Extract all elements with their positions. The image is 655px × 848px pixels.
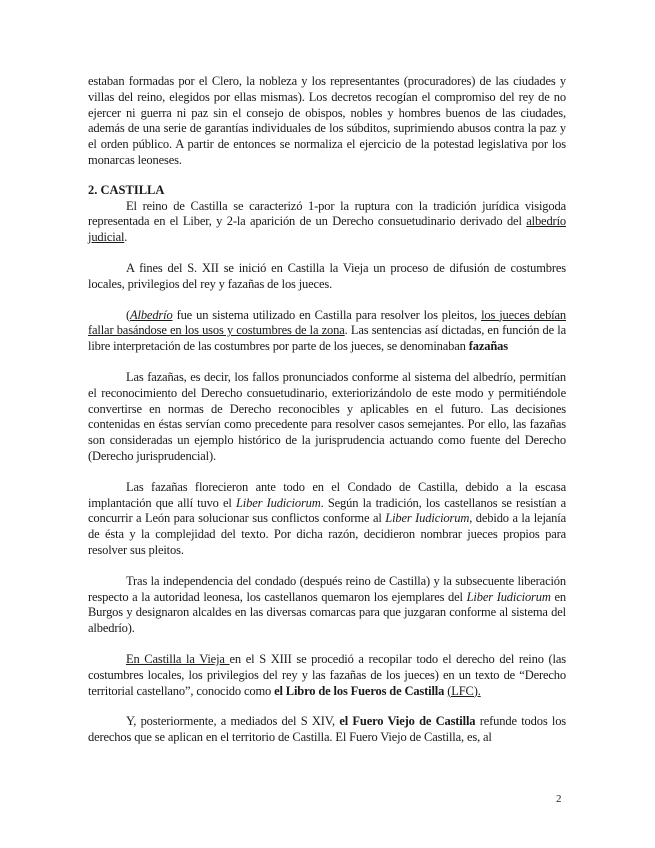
page-number: 2	[556, 793, 562, 805]
liber-iudiciorum-term: Liber Iudiciorum	[236, 495, 321, 510]
lfc-underlined: (LFC).	[447, 683, 481, 698]
jueces-underlined: los jueces debían fallar basándose en los usos y costumbres de la zona	[88, 307, 566, 338]
paragraph-reino-castilla: El reino de Castilla se caracterizó 1-por la ruptura con la tradición jurídica visigoda representada en el Liber, y 2-la aparición de un Derecho consuetudinario derivado del albedrío judicial.	[88, 198, 566, 245]
albedrio-judicial-underlined: albedrío judicial	[88, 214, 566, 245]
paragraph-fazanas: Las fazañas, es decir, los fallos pronunciados conforme al sistema del albedrío, permitían el reconocimiento del Derecho consuetudinario, exteriorizándolo de este modo y permitiéndole convertirse en normas de Derecho reconocibles y aplicables en el futuro. Las decisiones contenidas en éstas servían como precedente para resolver casos semejantes. Por ello, las fazañas son consideradas un ejemplo histórico de la jurisprudencia actuando como fuente del Derecho (Derecho jurisprudencial).	[88, 369, 566, 463]
paragraph-condado: Las fazañas florecieron ante todo en el Condado de Castilla, debido a la escasa implantación que allí tuvo el Liber Iudiciorum. Según la tradición, los castellanos se resistían a concurrir a León para solucionar sus conflictos conforme al Liber Iudiciorum, debido a la lejanía de ésta y la complejidad del texto. Por dicha razón, decidieron nombrar jueces propios para resolver sus pleitos.	[88, 479, 566, 557]
paragraph-albedrio: (Albedrío fue un sistema utilizado en Castilla para resolver los pleitos, los jueces debían fallar basándose en los usos y costumbres de la zona. Las sentencias así dictadas, en función de la libre interpretación de las costumbres por parte de los jueces, se denominaban fazañas	[88, 307, 566, 354]
liber-iudiciorum-term: Liber Iudiciorum	[466, 589, 551, 604]
paragraph-leon-cortes: estaban formadas por el Clero, la nobleza y los representantes (procuradores) de las ciudades y villas del reino, elegidos por ellas mismas). Los decretos recogían el compromiso del rey de no ejercer ni guerra ni paz sin el consejo de obispos, nobles y hombres buenos de las ciudades, además de una serie de garantías individuales de los súbditos, suprimiendo abusos contra la paz y el orden público. A partir de entonces se normaliza el ejercicio de la potestad legislativa por los monarcas leoneses.	[88, 74, 566, 167]
liber-iudiciorum-term: Liber Iudiciorum	[385, 511, 470, 526]
fazanas-bold: fazañas	[468, 339, 508, 354]
castilla-vieja-underlined: En Castilla la Vieja	[126, 651, 230, 666]
paragraph-independencia: Tras la independencia del condado (después reino de Castilla) y la subsecuente liberación respecto a la autoridad leonesa, los castellanos quemaron los ejemplares del Liber Iudiciorum en Burgos y designaron alcaldes en las diversas comarcas para que juzgaran conforme al sistema del albedrío).	[88, 573, 566, 636]
albedrio-term: Albedrío	[130, 307, 173, 322]
libro-fueros-bold: el Libro de los Fueros de Castilla	[274, 683, 445, 698]
paragraph-castilla-vieja: En Castilla la Vieja en el S XIII se procedió a recopilar todo el derecho del reino (las costumbres locales, los privilegios del rey y las fazañas de los jueces) en un texto de “Derecho territorial castellano”, conocido como el Libro de los Fueros de Castilla (LFC).	[88, 651, 566, 698]
fuero-viejo-bold: el Fuero Viejo de Castilla	[339, 714, 476, 729]
section-heading-castilla: 2. CASTILLA	[88, 182, 165, 197]
document-page	[88, 74, 566, 746]
paragraph-fuero-viejo: Y, posteriormente, a mediados del S XIV, el Fuero Viejo de Castilla refunde todos los derechos que se aplican en el territorio de Castilla. El Fuero Viejo de Castilla, es, al	[88, 714, 567, 745]
paragraph-fines-s-xii: A fines del S. XII se inició en Castilla la Vieja un proceso de difusión de costumbres locales, privilegios del rey y fazañas de los jueces.	[88, 260, 566, 291]
